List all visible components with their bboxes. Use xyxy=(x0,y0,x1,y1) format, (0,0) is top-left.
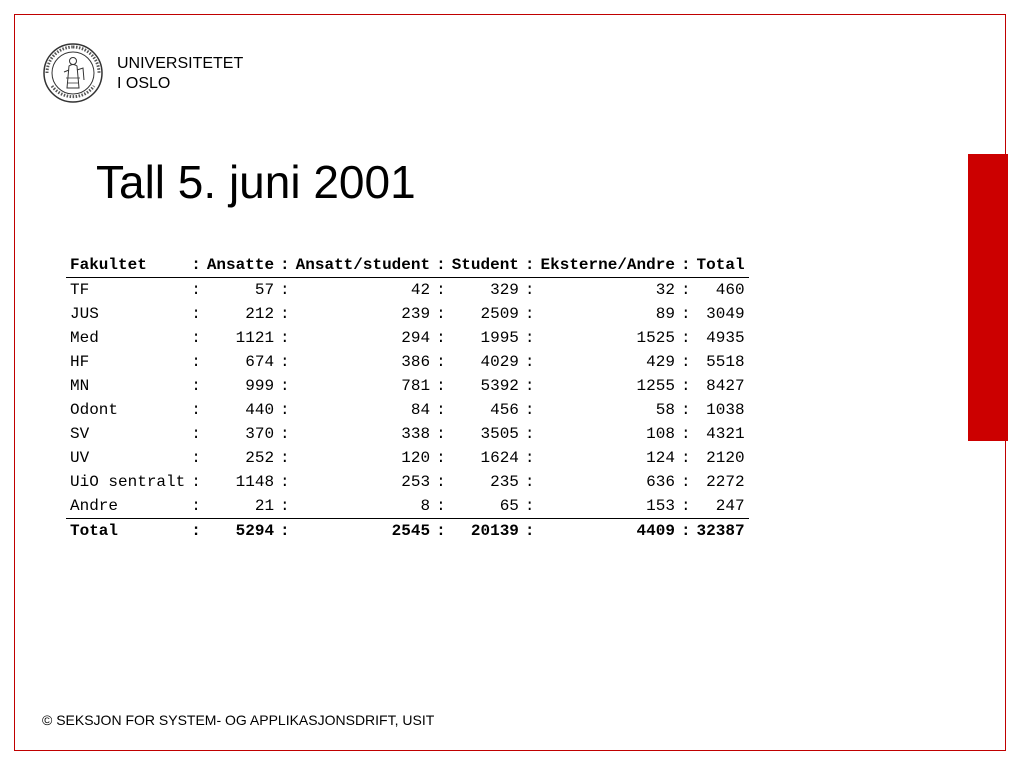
faculty-name-cell: Odont xyxy=(70,401,119,419)
column-separator: : xyxy=(280,329,290,347)
value-cell: 2545 xyxy=(391,522,431,540)
column-separator: : xyxy=(680,281,691,299)
table-row xyxy=(66,302,749,326)
value-cell: 58 xyxy=(655,401,675,419)
faculty-name-cell: TF xyxy=(70,281,90,299)
value-cell: 239 xyxy=(401,305,431,323)
column-separator: : xyxy=(524,473,535,491)
column-separator: : xyxy=(191,449,201,467)
column-separator: : xyxy=(191,522,201,540)
value-cell: 2120 xyxy=(706,449,745,467)
column-separator: : xyxy=(278,494,292,519)
value-cell: 84 xyxy=(410,401,431,419)
value-cell: 8 xyxy=(292,494,434,519)
column-separator: : xyxy=(436,425,446,443)
column-separator: : xyxy=(524,353,535,371)
value-cell: 429 xyxy=(646,353,675,371)
table-row xyxy=(66,494,749,519)
column-separator: : xyxy=(436,401,446,419)
faculty-name-cell: JUS xyxy=(70,305,99,323)
slide-title: Tall 5. juni 2001 xyxy=(96,156,416,208)
value-cell: 5294 xyxy=(235,522,275,540)
value-cell: 32 xyxy=(655,281,675,299)
value-cell: 440 xyxy=(245,401,275,419)
value-cell: 153 xyxy=(537,494,679,519)
value-cell: 456 xyxy=(490,401,519,419)
column-header: Ansatte xyxy=(203,253,278,278)
table-row xyxy=(66,350,749,374)
column-separator: : xyxy=(680,305,691,323)
university-name-line2: I OSLO xyxy=(117,75,171,92)
value-cell: 370 xyxy=(245,425,275,443)
value-cell: 386 xyxy=(401,353,431,371)
value-cell: 1624 xyxy=(480,449,519,467)
column-separator: : xyxy=(191,305,201,323)
value-cell: 1525 xyxy=(636,329,675,347)
value-cell: 2509 xyxy=(480,305,519,323)
column-separator: : xyxy=(436,449,446,467)
column-separator: : xyxy=(523,494,537,519)
value-cell: 212 xyxy=(245,305,275,323)
column-separator: : xyxy=(191,425,201,443)
value-cell: 4409 xyxy=(636,522,675,540)
column-separator: : xyxy=(436,329,446,347)
value-cell: 329 xyxy=(490,281,519,299)
column-separator: : xyxy=(524,449,535,467)
column-separator: : xyxy=(524,401,535,419)
column-separator: : xyxy=(524,522,535,540)
column-separator: : xyxy=(280,353,290,371)
column-separator: : xyxy=(436,281,446,299)
column-separator: : xyxy=(191,473,201,491)
value-cell: 999 xyxy=(245,377,275,395)
column-separator: : xyxy=(280,401,290,419)
column-separator: : xyxy=(278,253,292,278)
table-header-row xyxy=(66,253,749,278)
value-cell: 89 xyxy=(655,305,675,323)
column-separator: : xyxy=(434,253,448,278)
column-separator: : xyxy=(434,494,448,519)
accent-bar xyxy=(968,154,1008,441)
faculty-stats-table xyxy=(66,253,749,543)
table-row xyxy=(66,326,749,350)
value-cell: 3049 xyxy=(706,305,745,323)
column-separator: : xyxy=(280,281,290,299)
value-cell: 636 xyxy=(646,473,675,491)
column-header: Total xyxy=(693,253,749,278)
faculty-name-cell: Andre xyxy=(66,494,189,519)
column-separator: : xyxy=(436,377,446,395)
column-separator: : xyxy=(436,473,446,491)
column-separator: : xyxy=(280,522,290,540)
column-separator: : xyxy=(680,353,691,371)
faculty-name-cell: SV xyxy=(70,425,90,443)
value-cell: 1121 xyxy=(235,329,275,347)
column-separator: : xyxy=(189,494,203,519)
value-cell: 21 xyxy=(203,494,278,519)
column-separator: : xyxy=(280,449,290,467)
column-separator: : xyxy=(680,425,691,443)
table-body xyxy=(66,278,749,544)
value-cell: 5518 xyxy=(706,353,745,371)
column-separator: : xyxy=(680,329,691,347)
column-separator: : xyxy=(191,281,201,299)
value-cell: 42 xyxy=(410,281,431,299)
value-cell: 32387 xyxy=(696,522,745,540)
faculty-name-cell: Med xyxy=(70,329,99,347)
faculty-name-cell: MN xyxy=(70,377,90,395)
column-separator: : xyxy=(523,253,537,278)
university-name-line1: UNIVERSITETET xyxy=(117,55,244,72)
value-cell: 57 xyxy=(254,281,275,299)
column-separator: : xyxy=(191,329,201,347)
table-row xyxy=(66,446,749,470)
column-separator: : xyxy=(679,494,693,519)
column-separator: : xyxy=(524,377,535,395)
value-cell: 20139 xyxy=(470,522,519,540)
column-separator: : xyxy=(436,353,446,371)
value-cell: 4935 xyxy=(706,329,745,347)
column-separator: : xyxy=(191,353,201,371)
table-row xyxy=(66,470,749,494)
table-row xyxy=(66,398,749,422)
value-cell: 4321 xyxy=(706,425,745,443)
value-cell: 2272 xyxy=(706,473,745,491)
column-separator: : xyxy=(680,522,691,540)
university-seal-icon xyxy=(42,42,104,104)
column-separator: : xyxy=(680,473,691,491)
value-cell: 460 xyxy=(715,281,745,299)
column-header: Fakultet xyxy=(66,253,189,278)
value-cell: 124 xyxy=(646,449,675,467)
column-separator: : xyxy=(189,253,203,278)
value-cell: 4029 xyxy=(480,353,519,371)
table-row xyxy=(66,374,749,398)
column-header: Student xyxy=(448,253,523,278)
column-separator: : xyxy=(524,425,535,443)
column-separator: : xyxy=(191,401,201,419)
column-separator: : xyxy=(680,401,691,419)
column-separator: : xyxy=(524,305,535,323)
column-separator: : xyxy=(679,253,693,278)
column-separator: : xyxy=(680,449,691,467)
value-cell: 1038 xyxy=(706,401,745,419)
table-row xyxy=(66,422,749,446)
footer-copyright: © SEKSJON FOR SYSTEM- OG APPLIKASJONSDRIFT, USIT xyxy=(42,712,435,728)
table-total-row xyxy=(66,519,749,544)
column-separator: : xyxy=(280,473,290,491)
university-name xyxy=(117,54,243,94)
column-header: Ansatt/student xyxy=(292,253,434,278)
value-cell: 3505 xyxy=(480,425,519,443)
column-separator: : xyxy=(436,522,446,540)
column-separator: : xyxy=(280,305,290,323)
column-header: Eksterne/Andre xyxy=(537,253,679,278)
value-cell: 1255 xyxy=(636,377,675,395)
value-cell: 781 xyxy=(401,377,431,395)
column-separator: : xyxy=(280,425,290,443)
value-cell: 1995 xyxy=(480,329,519,347)
value-cell: 294 xyxy=(401,329,431,347)
column-separator: : xyxy=(524,329,535,347)
value-cell: 5392 xyxy=(480,377,519,395)
faculty-name-cell: UiO sentralt xyxy=(70,473,186,491)
faculty-name-cell: HF xyxy=(70,353,90,371)
value-cell: 8427 xyxy=(706,377,745,395)
table-row xyxy=(66,278,749,303)
value-cell: 247 xyxy=(693,494,749,519)
faculty-name-cell: UV xyxy=(70,449,90,467)
value-cell: 235 xyxy=(490,473,519,491)
column-separator: : xyxy=(191,377,201,395)
value-cell: 674 xyxy=(245,353,275,371)
value-cell: 108 xyxy=(646,425,675,443)
value-cell: 253 xyxy=(401,473,431,491)
column-separator: : xyxy=(280,377,290,395)
value-cell: 338 xyxy=(401,425,431,443)
value-cell: 1148 xyxy=(235,473,275,491)
value-cell: 65 xyxy=(448,494,523,519)
faculty-name-cell: Total xyxy=(70,522,119,540)
column-separator: : xyxy=(524,281,535,299)
column-separator: : xyxy=(436,305,446,323)
column-separator: : xyxy=(680,377,691,395)
value-cell: 252 xyxy=(245,449,275,467)
value-cell: 120 xyxy=(401,449,431,467)
